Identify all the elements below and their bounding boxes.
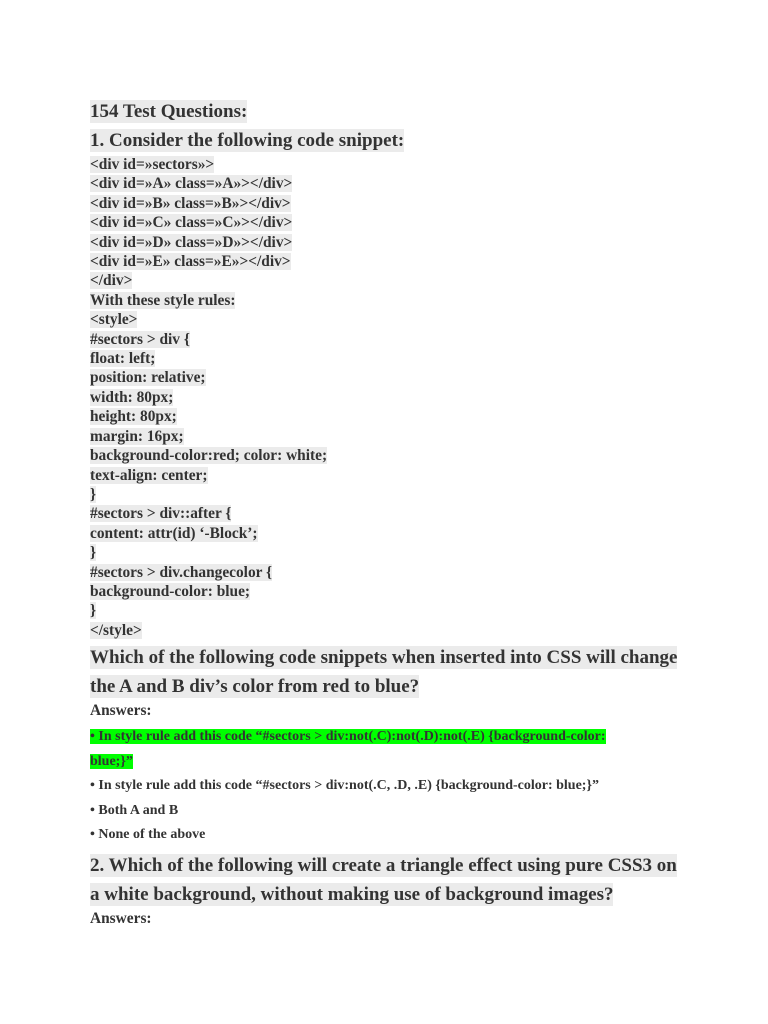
code-line: <style> xyxy=(90,311,138,329)
code-line: text-align: center; xyxy=(90,466,208,484)
question-2-answers-label: Answers: xyxy=(90,909,152,927)
answer-a-line-2: blue;}” xyxy=(90,753,133,769)
question-1-answers xyxy=(90,725,690,848)
code-line: <div id=»sectors»> xyxy=(90,156,215,173)
code-line: <div id=»D» class=»D»></div> xyxy=(90,233,293,251)
question-1-answers-label: Answers: xyxy=(90,702,152,720)
answer-b: • In style rule add this code “#sectors > div:not(.C, .D, .E) {background-color: blue;}” xyxy=(90,778,599,794)
answer-d: • None of the above xyxy=(90,827,206,843)
question-2-prompt xyxy=(90,851,690,909)
question-1-code-block xyxy=(90,155,690,640)
question-1-prompt-line-2: the A and B div’s color from red to blue? xyxy=(90,676,420,698)
code-line: </style> xyxy=(90,621,142,639)
question-1-prompt-line-1: Which of the following code snippets when inserted into CSS will change xyxy=(90,647,678,669)
code-line: } xyxy=(90,485,97,503)
code-line: } xyxy=(90,602,97,620)
section-title-text: 154 Test Questions: xyxy=(90,101,248,122)
question-2-line-2: a white background, without making use of background images? xyxy=(90,883,614,905)
code-line: </div> xyxy=(90,272,133,290)
code-line: <div id=»C» class=»C»></div> xyxy=(90,214,293,232)
code-line: position: relative; xyxy=(90,369,206,387)
question-1-prompt xyxy=(90,643,690,701)
document-page xyxy=(90,98,690,929)
question-2-line-1: 2. Which of the following will create a triangle effect using pure CSS3 on xyxy=(90,854,677,876)
code-line: #sectors > div.changecolor { xyxy=(90,563,273,581)
code-line: } xyxy=(90,544,97,562)
code-line: margin: 16px; xyxy=(90,427,184,445)
code-line: height: 80px; xyxy=(90,408,177,426)
code-line: <div id=»A» class=»A»></div> xyxy=(90,175,293,193)
question-1-title-text: 1. Consider the following code snippet: xyxy=(90,130,405,151)
answer-a-line-1: • In style rule add this code “#sectors > div:not(.C):not(.D):not(.E) {background-color: xyxy=(90,729,606,745)
code-line: float: left; xyxy=(90,350,156,368)
answer-c: • Both A and B xyxy=(90,802,179,818)
code-line: <div id=»E» class=»E»></div> xyxy=(90,253,291,271)
code-line: width: 80px; xyxy=(90,388,174,406)
code-line: #sectors > div { xyxy=(90,330,190,348)
code-line: content: attr(id) ‘-Block’; xyxy=(90,524,258,542)
code-line: #sectors > div::after { xyxy=(90,505,232,523)
section-title xyxy=(90,98,690,126)
answer-a-correct xyxy=(90,725,690,774)
question-1-title xyxy=(90,127,690,155)
code-line: background-color: blue; xyxy=(90,582,251,600)
code-line: <div id=»B» class=»B»></div> xyxy=(90,194,291,212)
code-line: With these style rules: xyxy=(90,291,236,309)
code-line: background-color:red; color: white; xyxy=(90,447,328,465)
